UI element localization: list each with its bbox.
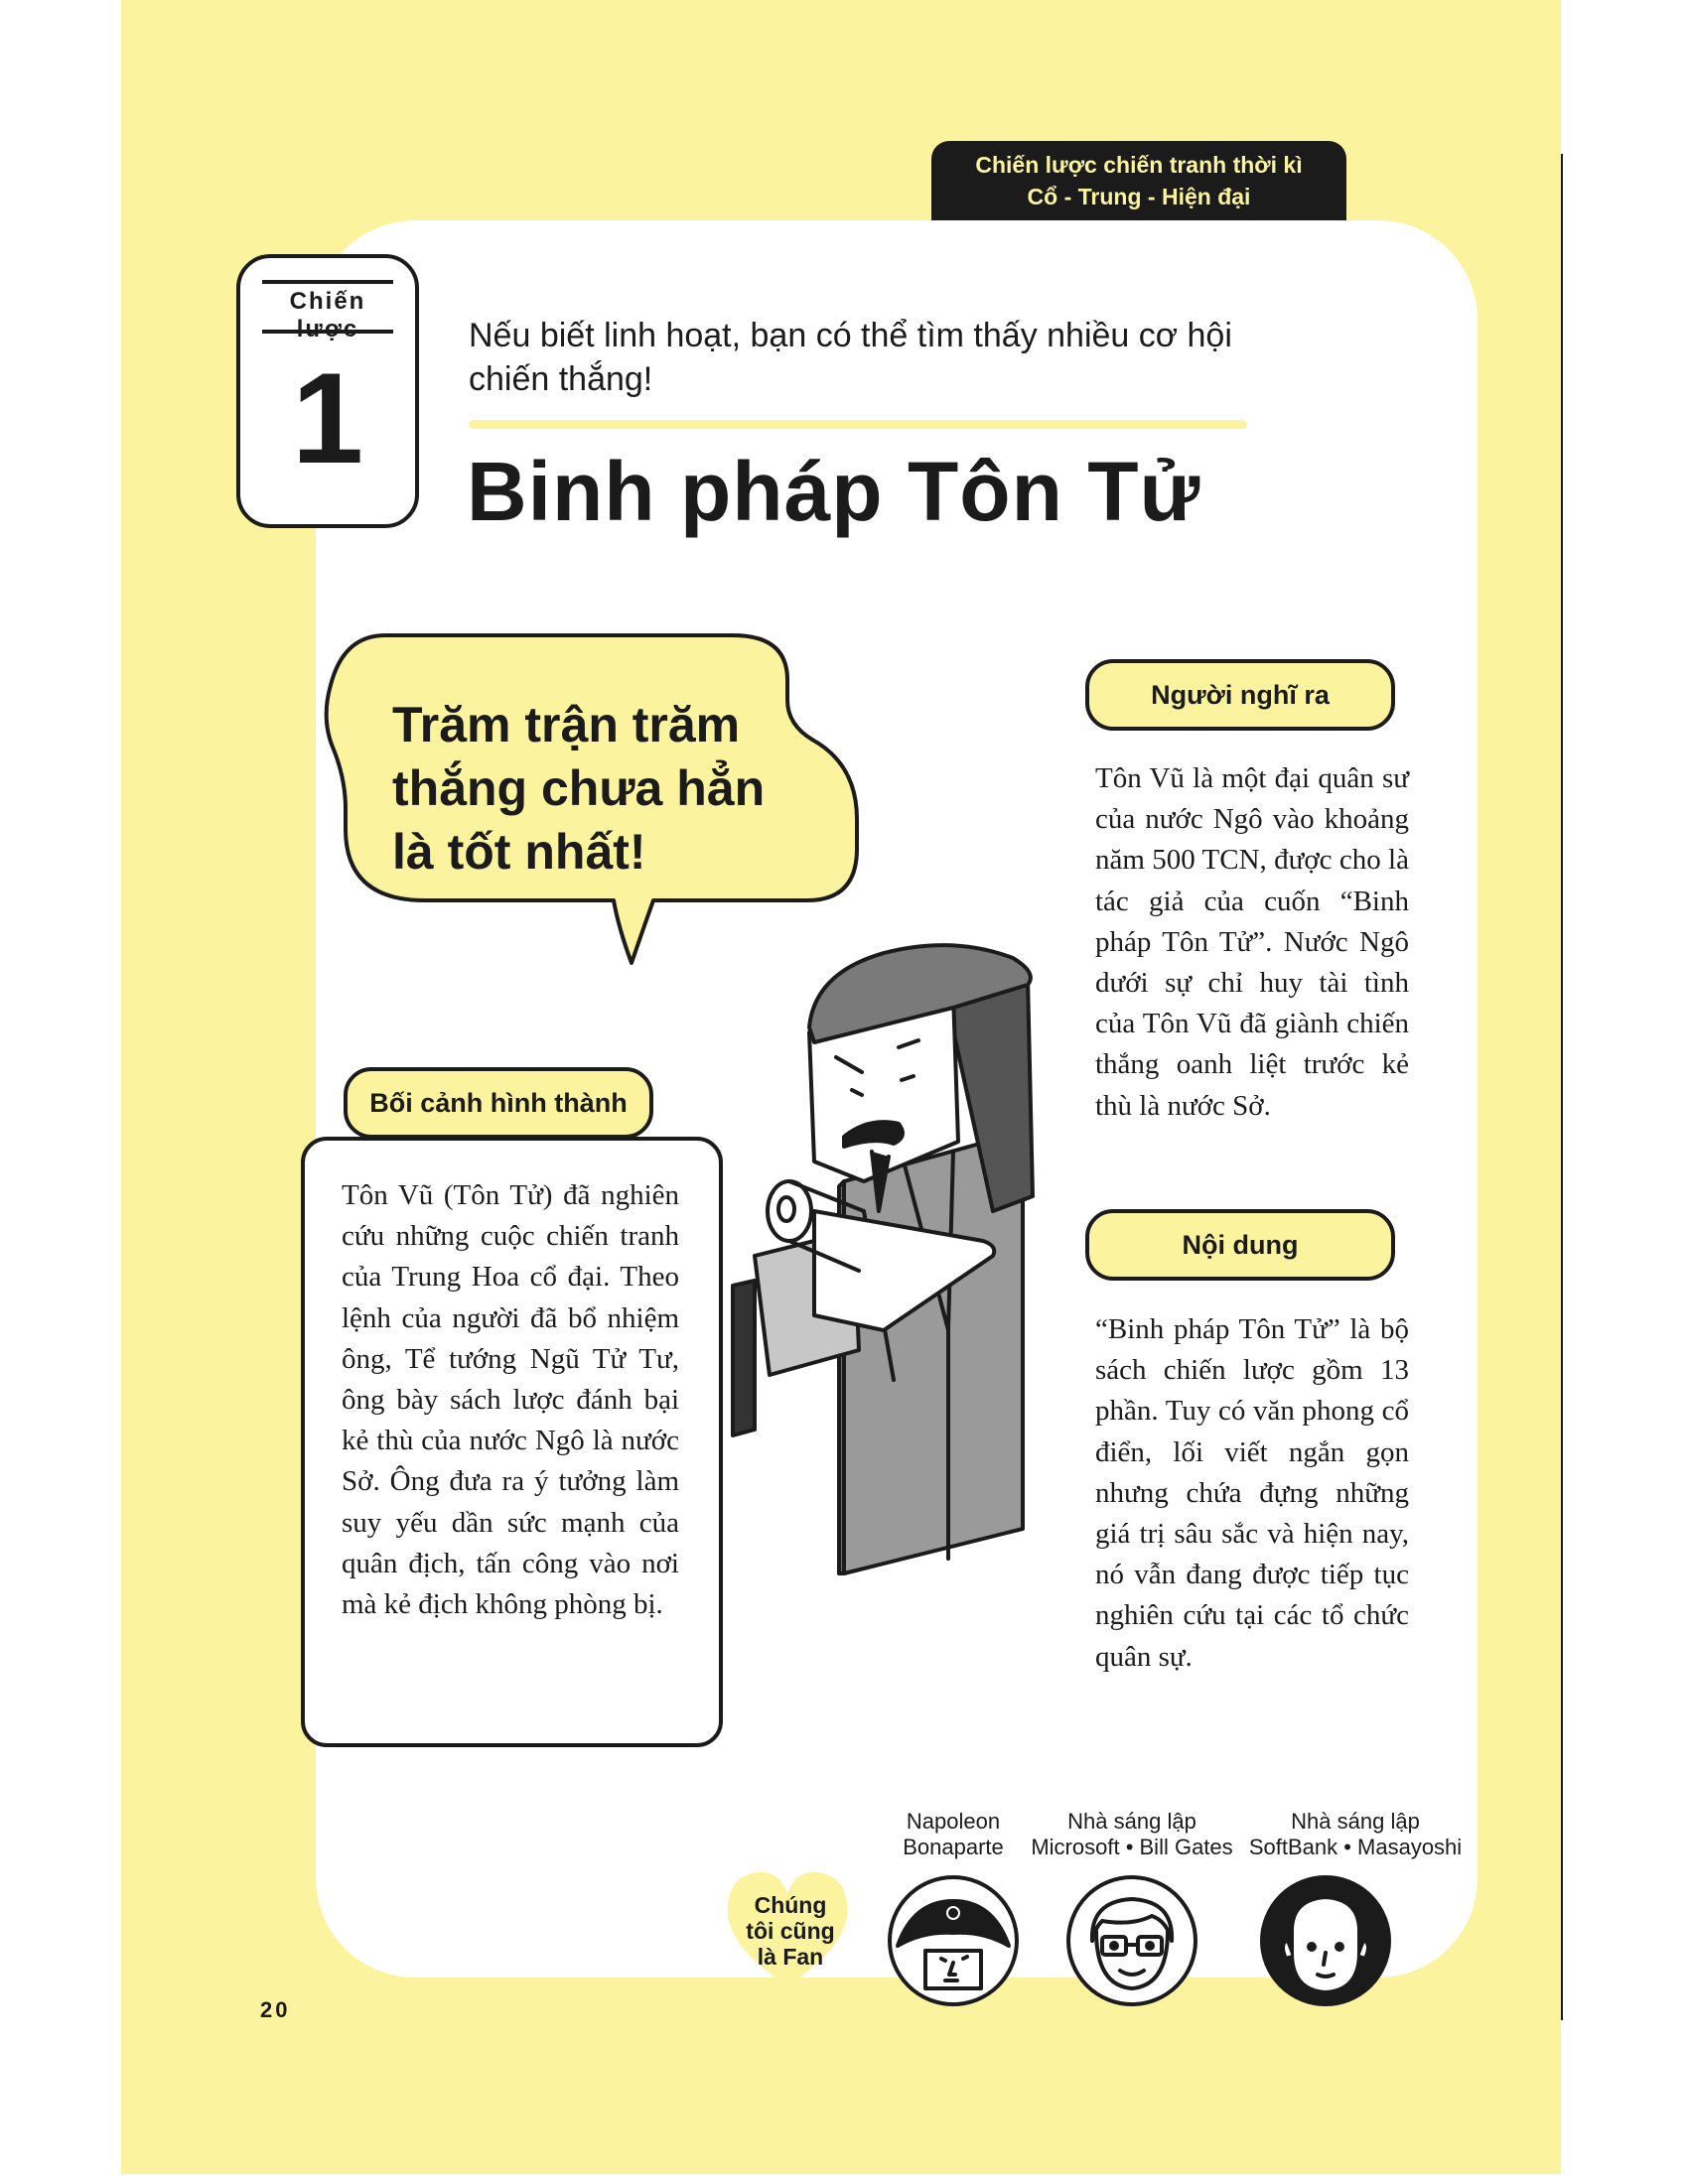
- fan-gates-line2: Microsoft • Bill Gates: [1031, 1835, 1233, 1859]
- fan-name-napoleon: [869, 1809, 1038, 1860]
- chapter-rule-top: [262, 280, 393, 284]
- title-underline: [469, 420, 1247, 429]
- speech-line2: thắng chưa hẳn: [392, 760, 766, 816]
- sun-tzu-figure: [695, 913, 1092, 1588]
- inventor-heading: Người nghĩ ra: [1085, 659, 1395, 731]
- subtitle-line2: chiến thắng!: [469, 360, 653, 398]
- fans-label-line1: Chúng: [754, 1892, 827, 1918]
- category-tab-line1: Chiến lược chiến tranh thời kì: [975, 152, 1303, 178]
- fan-gates-line1: Nhà sáng lập: [1067, 1809, 1196, 1834]
- subtitle-line1: Nếu biết linh hoạt, bạn có thể tìm thấy nhiều cơ hội: [469, 317, 1232, 354]
- speech-text: [392, 693, 849, 884]
- speech-line1: Trăm trận trăm: [392, 697, 741, 752]
- background-heading: Bối cảnh hình thành: [344, 1067, 653, 1139]
- chapter-number: 1: [291, 345, 364, 490]
- fans-label: [733, 1892, 848, 1970]
- page-edge-line: [1561, 154, 1563, 2020]
- category-tab: [931, 141, 1346, 220]
- fan-name-masayoshi: [1241, 1809, 1470, 1860]
- content-heading: Nội dung: [1085, 1209, 1395, 1281]
- fans-label-line3: là Fan: [757, 1944, 824, 1970]
- chapter-badge: [236, 254, 419, 528]
- fan-masayoshi-line1: Nhà sáng lập: [1291, 1809, 1420, 1834]
- inventor-text: Tôn Vũ là một đại quân sư của nước Ngô vào khoảng năm 500 TCN, được cho là tác giả của cuốn “Binh pháp Tôn Tử”. Nước Ngô dưới sự chỉ huy tài tình của Tôn Vũ đã giành chiến thắng oanh liệt trước kẻ thù là nước Sở.: [1095, 762, 1409, 1122]
- speech-line3: là tốt nhất!: [392, 824, 646, 880]
- fan-napoleon-line2: Bonaparte: [903, 1835, 1004, 1859]
- masayoshi-avatar-icon: [1256, 1871, 1395, 2010]
- content-text: “Binh pháp Tôn Tử” là bộ sách chiến lược gồm 13 phần. Tuy có văn phong cổ điển, lối viết ngắn gọn nhưng chứa đựng những giá trị sâu sắc và hiện nay, nó vẫn đang được tiếp tục nghiên cứu tại các tổ chức quân sự.: [1095, 1313, 1409, 1673]
- chapter-label: Chiến: [289, 288, 366, 315]
- fan-masayoshi-line2: SoftBank • Masayoshi: [1248, 1835, 1463, 1859]
- category-tab-line2: Cổ - Trung - Hiện đại: [1027, 184, 1251, 209]
- chapter-rule-bottom: [262, 330, 393, 334]
- napoleon-avatar-icon: [884, 1871, 1023, 2010]
- subtitle: [469, 314, 1283, 401]
- page-number: 20: [260, 1997, 291, 2022]
- fan-name-bill-gates: [1018, 1809, 1246, 1860]
- fan-napoleon-line1: Napoleon: [906, 1809, 1001, 1834]
- background-text: Tôn Vũ (Tôn Tử) đã nghiên cứu những cuộc chiến tranh của Trung Hoa cổ đại. Theo lệnh của người đã bổ nhiệm ông, Tể tướng Ngũ Tử Tư, ông bày sách lược đánh bại kẻ thù của nước Ngô là nước Sở. Ông đưa ra ý tưởng làm suy yếu dần sức mạnh của quân địch, tấn công vào nơi mà kẻ địch không phòng bị.: [342, 1179, 679, 1621]
- fans-label-line2: tôi cũng: [746, 1918, 835, 1944]
- page-title: Binh pháp Tôn Tử: [467, 445, 1201, 538]
- bill-gates-avatar-icon: [1062, 1871, 1201, 2010]
